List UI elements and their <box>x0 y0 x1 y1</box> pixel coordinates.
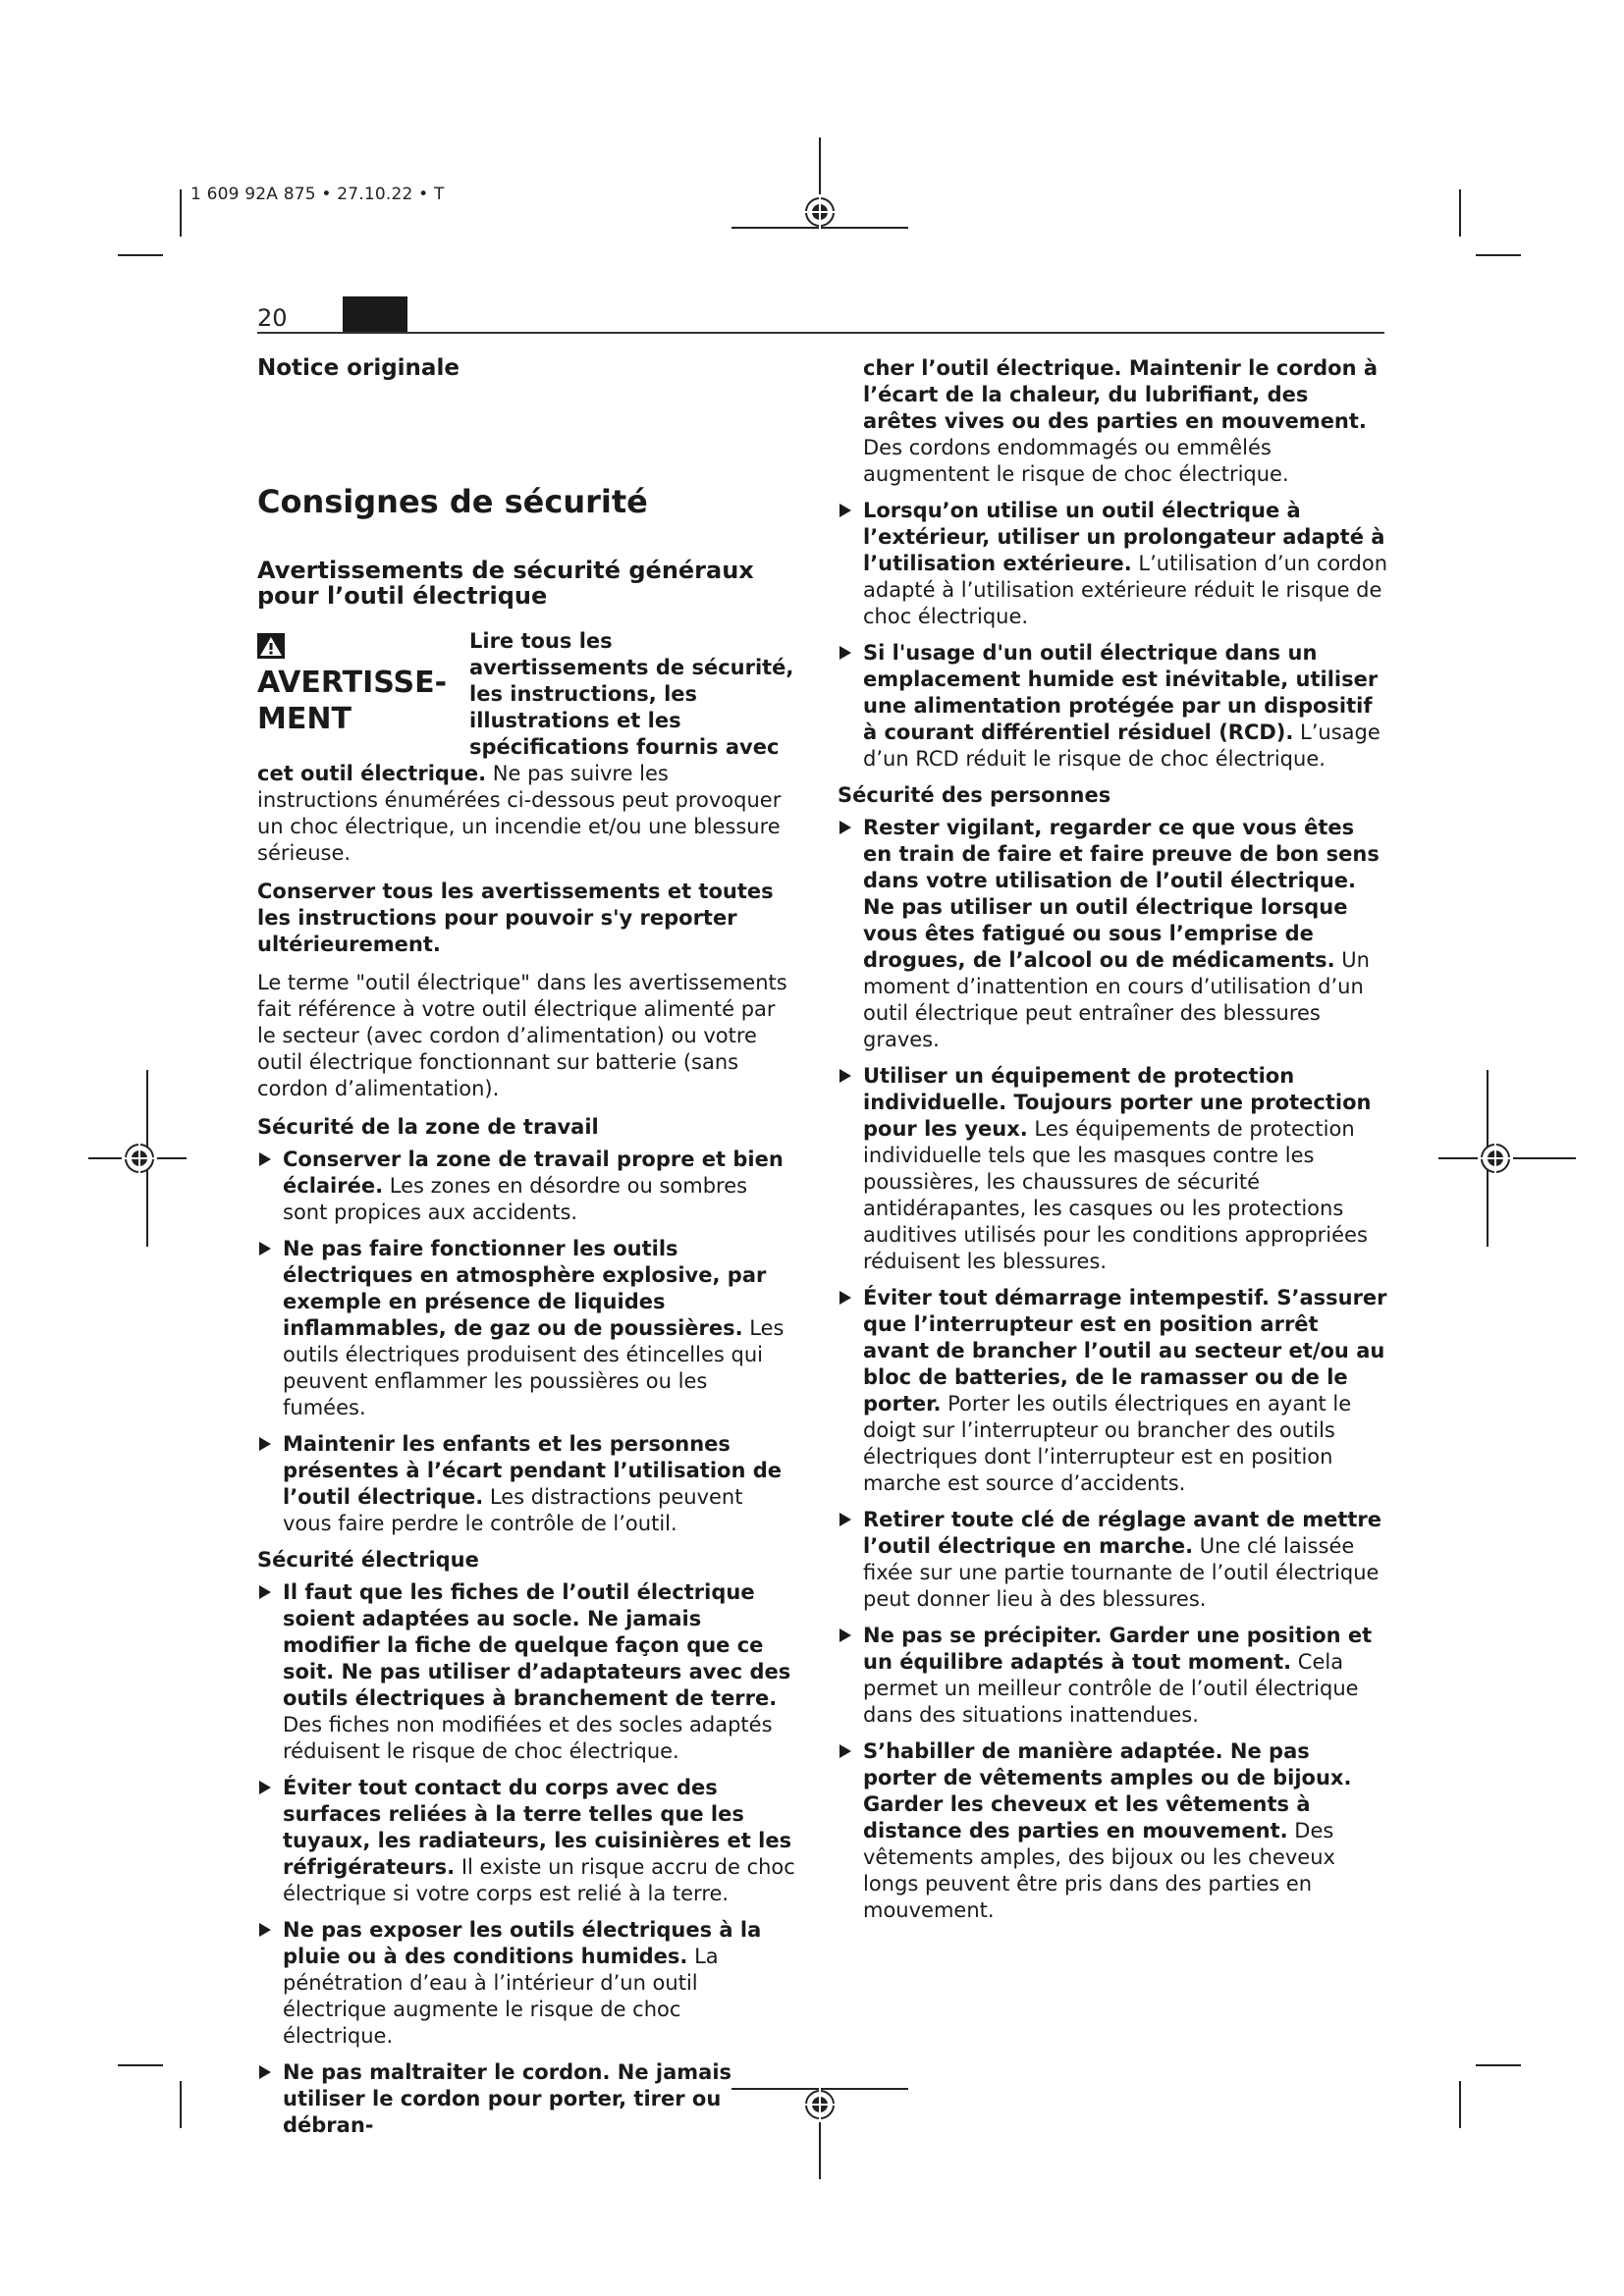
registration-mark-right-icon <box>1438 1070 1576 1247</box>
warning-triangle-icon <box>257 633 285 659</box>
bullet-arrow-icon <box>259 2065 271 2079</box>
work-area-list <box>257 1147 795 1537</box>
item-text: Une clé laissée fixée sur une partie tournante de l’outil électrique peut donner lieu à des blessures. <box>863 1534 1380 1611</box>
bullet-arrow-icon <box>259 1242 271 1255</box>
warning-bold-text: Lire tous les avertissements de sécurité, les instructions, les illustrations et les spécifications fournis avec cet outil électrique. <box>257 629 794 785</box>
work-area-heading: Sécurité de la zone de travail <box>257 1115 599 1139</box>
page-number: 20 <box>257 304 288 332</box>
item-bold: Lorsqu’on utilise un outil électrique à l’extérieur, utiliser un prolongateur adapté à l’utilisation extérieure. <box>863 499 1385 575</box>
item-bold: Utiliser un équipement de protection individuelle. Toujours porter une protection pour les yeux. <box>863 1064 1372 1141</box>
list-item <box>257 1147 795 1226</box>
warning-label: AVERTISSE- MENT <box>257 666 448 736</box>
page-title: Consignes de sécurité <box>257 483 648 520</box>
item-text: Des cordons endommagés ou emmêlés augmentent le risque de choc électrique. <box>863 436 1289 486</box>
crop-mark-top-right-v <box>1459 189 1461 237</box>
crop-mark-top-right-h <box>1476 254 1521 256</box>
list-item <box>838 1623 1387 1729</box>
bullet-arrow-icon <box>839 1069 851 1083</box>
continued-item <box>838 355 1387 488</box>
list-item <box>838 1285 1387 1497</box>
list-item <box>838 815 1387 1053</box>
list-item <box>838 1738 1387 1924</box>
item-bold: Ne pas exposer les outils électriques à la pluie ou à des conditions humides. <box>283 1918 762 1968</box>
warning-block <box>257 628 795 867</box>
term-definition: Le terme "outil électrique" dans les avertissements fait référence à votre outil électrique alimenté par le secteur (avec cordon d’alimentation) ou votre outil électrique fonctionnant sur batterie (sans cordon d’alimentation). <box>257 971 787 1100</box>
crop-mark-top-left-v <box>180 189 182 237</box>
item-bold: Ne pas faire fonctionner les outils électriques en atmosphère explosive, par exemple en présence de liquides inflammables, de gaz ou de poussières. <box>283 1237 767 1340</box>
item-text: La pénétration d’eau à l’intérieur d’un outil électrique augmente le risque de choc électrique. <box>283 1945 719 2048</box>
bullet-arrow-icon <box>259 1923 271 1937</box>
list-item <box>838 640 1387 773</box>
list-item <box>838 498 1387 630</box>
bullet-arrow-icon <box>839 1629 851 1642</box>
item-bold: S’habiller de manière adaptée. Ne pas porter de vêtements amples ou de bijoux. Garder les cheveux et les vêtements à distance des parties en mouvement. <box>863 1739 1352 1842</box>
left-column <box>257 355 795 2149</box>
list-item <box>838 1507 1387 1613</box>
list-item <box>257 1236 795 1421</box>
registration-mark-left-icon <box>88 1070 187 1247</box>
bullet-arrow-icon <box>259 1152 271 1166</box>
item-text: Les équipements de protection individuelle tels que les masques contre les poussières, les chaussures de sécurité antidérapantes, les casques ou les protections auditives utilisés pour les conditions appropriées réduisent les blessures. <box>863 1117 1368 1273</box>
bullet-arrow-icon <box>839 1291 851 1305</box>
item-text: Les zones en désordre ou sombres sont propices aux accidents. <box>283 1174 748 1224</box>
item-bold: Ne pas maltraiter le cordon. Ne jamais utiliser le cordon pour porter, tirer ou débran- <box>283 2060 732 2137</box>
item-bold: Conserver la zone de travail propre et bien éclairée. <box>283 1148 784 1198</box>
doc-label: Notice originale <box>257 355 460 381</box>
list-item <box>257 1579 795 1765</box>
item-bold: Ne pas se précipiter. Garder une position et un équilibre adaptés à tout moment. <box>863 1624 1373 1674</box>
item-text: Porter les outils électriques en ayant le doigt sur l’interrupteur ou brancher des outils électriques dont l’interrupteur est en position marche est source d’accidents. <box>863 1392 1352 1495</box>
list-item <box>257 1917 795 2050</box>
bullet-arrow-icon <box>839 1744 851 1758</box>
item-bold: Rester vigilant, regarder ce que vous êtes en train de faire et faire preuve de bon sens dans votre utilisation de l’outil électrique. Ne pas utiliser un outil électrique lorsque vous êtes fatigué ou sous l’emprise de drogues, de l’alcool ou de médicaments. <box>863 816 1380 972</box>
list-item <box>257 1431 795 1537</box>
bullet-arrow-icon <box>259 1437 271 1451</box>
section-subtitle: Avertissements de sécurité généraux pour l’outil électrique <box>257 557 754 610</box>
personal-list <box>838 815 1387 1924</box>
crop-mark-bottom-left-v <box>180 2081 182 2128</box>
item-text: Des fiches non modifiées et des socles adaptés réduisent le risque de choc électrique. <box>283 1713 773 1763</box>
bullet-arrow-icon <box>839 504 851 517</box>
list-item <box>257 2059 795 2139</box>
crop-mark-top-left-h <box>118 254 163 256</box>
registration-mark-top-icon <box>731 137 908 245</box>
item-text: L’usage d’un RCD réduit le risque de choc électrique. <box>863 721 1380 771</box>
item-bold: Retirer toute clé de réglage avant de mettre l’outil électrique en marche. <box>863 1508 1382 1558</box>
item-bold: Maintenir les enfants et les personnes présentes à l’écart pendant l’utilisation de l’outil électrique. <box>283 1432 782 1509</box>
item-text: Des vêtements amples, des bijoux ou les cheveux longs peuvent être pris dans des parties en mouvement. <box>863 1819 1335 1922</box>
bullet-arrow-icon <box>839 1513 851 1526</box>
item-bold: Éviter tout démarrage intempestif. S’assurer que l’interrupteur est en position arrêt avant de brancher l’outil au secteur et/ou au bloc de batteries, de le ramasser ou de le porter. <box>863 1286 1387 1415</box>
electrical-heading: Sécurité électrique <box>257 1548 479 1572</box>
bullet-arrow-icon <box>259 1585 271 1599</box>
warning-label-wrap <box>257 628 463 737</box>
item-text: Il existe un risque accru de choc électrique si votre corps est relié à la terre. <box>283 1855 795 1905</box>
personal-heading: Sécurité des personnes <box>838 783 1111 807</box>
item-text: L’utilisation d’un cordon adapté à l’utilisation extérieure réduit le risque de choc électrique. <box>863 552 1388 628</box>
item-bold: Éviter tout contact du corps avec des surfaces reliées à la terre telles que les tuyaux, les radiateurs, les cuisinières et les réfrigérateurs. <box>283 1776 792 1879</box>
item-bold: Il faut que les fiches de l’outil électrique soient adaptées au socle. Ne jamais modifier la fiche de quelque façon que ce soit. Ne pas utiliser d’adaptateurs avec des outils électriques à branchement de terre. <box>283 1580 791 1710</box>
crop-mark-bottom-right-h <box>1476 2064 1521 2066</box>
item-text: Cela permet un meilleur contrôle de l’outil électrique dans des situations inattendues. <box>863 1650 1359 1727</box>
list-item <box>257 1775 795 1907</box>
item-bold: Si l'usage d'un outil électrique dans un emplacement humide est inévitable, utiliser une alimentation protégée par un dispositif à courant différentiel résiduel (RCD). <box>863 641 1379 744</box>
keep-instructions: Conserver tous les avertissements et toutes les instructions pour pouvoir s'y reporter ultérieurement. <box>257 880 774 956</box>
header-rule <box>257 332 1384 334</box>
bullet-arrow-icon <box>839 821 851 834</box>
bullet-arrow-icon <box>839 646 851 660</box>
right-column <box>838 355 1387 1934</box>
electrical-list <box>257 1579 795 2139</box>
warning-text: Ne pas suivre les instructions énumérées ci-dessous peut provoquer un choc électrique, un incendie et/ou une blessure sérieuse. <box>257 762 782 865</box>
print-code: 1 609 92A 875 • 27.10.22 • T <box>190 185 445 204</box>
page-tab-marker <box>343 296 407 333</box>
item-text: Les distractions peuvent vous faire perdre le contrôle de l’outil. <box>283 1485 743 1535</box>
crop-mark-bottom-left-h <box>118 2064 163 2066</box>
item-text: Les outils électriques produisent des étincelles qui peuvent enflammer les poussières ou les fumées. <box>283 1316 785 1419</box>
crop-mark-bottom-right-v <box>1459 2081 1461 2128</box>
bullet-arrow-icon <box>259 1781 271 1794</box>
electrical-list-continued <box>838 498 1387 773</box>
list-item <box>838 1063 1387 1275</box>
item-text: Un moment d’inattention en cours d’utilisation d’un outil électrique peut entraîner des blessures graves. <box>863 948 1370 1051</box>
item-bold: cher l’outil électrique. Maintenir le cordon à l’écart de la chaleur, du lubrifiant, des arêtes vives ou des parties en mouvement. <box>863 356 1379 433</box>
